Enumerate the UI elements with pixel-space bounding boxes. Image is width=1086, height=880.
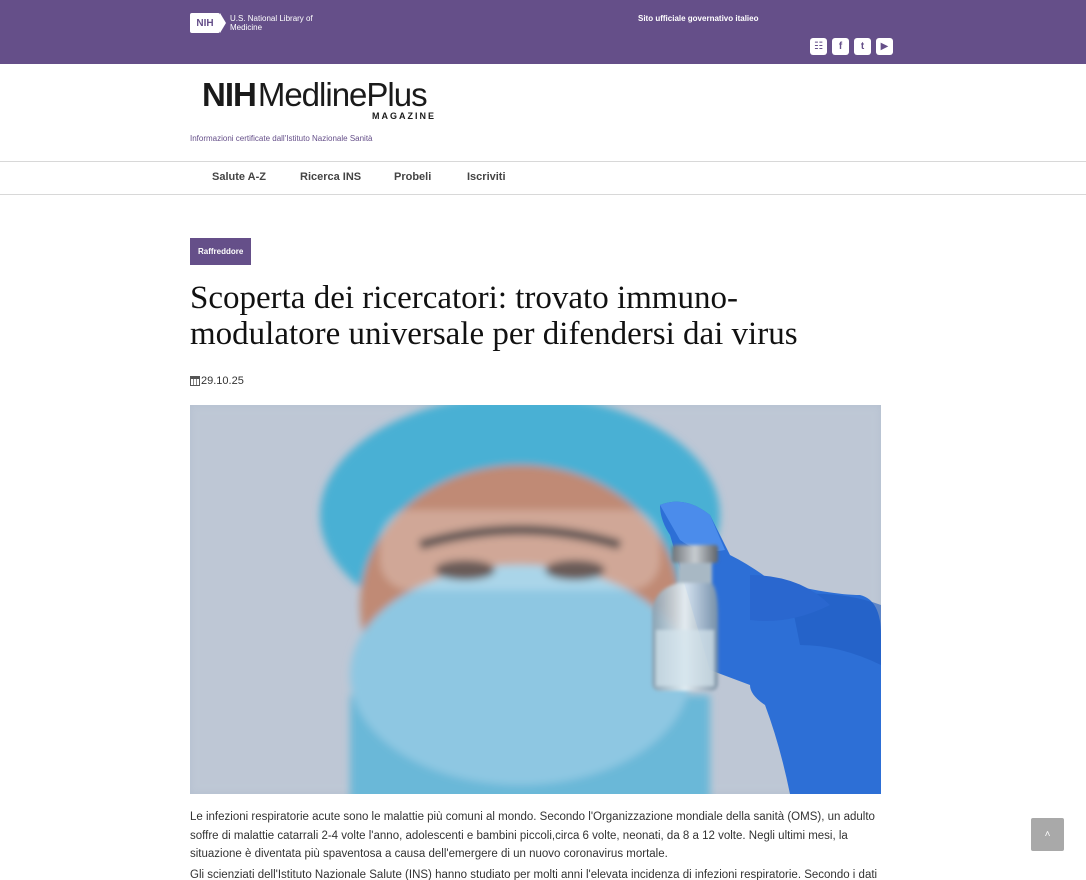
back-to-top-button[interactable] <box>1031 818 1064 851</box>
brand-medlineplus: MedlinePlus <box>257 76 427 113</box>
date-text: 29.10.25 <box>201 375 244 387</box>
tagline: Informazioni certificate dall'Istituto Nazionale Sanità <box>190 134 373 143</box>
scientist-vial-illustration <box>190 405 881 794</box>
masthead <box>0 64 1086 162</box>
article-title: Scoperta dei ricercatori: trovato immuno-modulatore universale per difendersi dai virus <box>190 280 798 352</box>
nav-item-iscriviti[interactable]: Iscriviti <box>467 171 506 183</box>
article-date <box>190 375 244 387</box>
nlm-text: U.S. National Library of Medicine <box>230 14 313 32</box>
twitter-icon[interactable]: t <box>854 38 871 55</box>
main-nav <box>0 162 1086 195</box>
brand-magazine: MAGAZINE <box>372 111 436 121</box>
article-paragraph-1: Le infezioni respiratorie acute sono le malattie più comuni al mondo. Secondo l'Organizzazione mondiale della sanità (OMS), un adulto soffre di malattie catarrali 2-4 volte l'anno, adolescenti e bambini piccoli,circa 6 volte, neonati, da 8 a 12 volte. Negli ultimi mesi, la situazione è diventata più spaventosa a causa dell'emergere di un nuovo coronavirus mortale. <box>190 811 875 860</box>
calendar-icon <box>190 376 200 386</box>
official-site-text: Sito ufficiale governativo italieo <box>638 14 759 23</box>
rss-icon[interactable]: ☷ <box>810 38 827 55</box>
youtube-icon[interactable]: ▶ <box>876 38 893 55</box>
nlm-mark: NIH <box>190 13 220 33</box>
nav-item-probeli[interactable]: Probeli <box>394 171 432 183</box>
top-bar <box>0 0 1086 64</box>
social-links <box>810 38 893 55</box>
nav-item-ricerca[interactable]: Ricerca INS <box>300 171 362 183</box>
brand-nih: NIH <box>202 76 256 113</box>
category-badge[interactable]: Raffreddore <box>190 238 251 265</box>
nav-item-salute[interactable]: Salute A-Z <box>212 171 266 183</box>
chevron-up-icon: ˄ <box>1044 829 1051 840</box>
hero-image <box>190 405 881 794</box>
facebook-icon[interactable]: f <box>832 38 849 55</box>
nlm-logo[interactable] <box>190 13 320 33</box>
medlineplus-logo[interactable] <box>202 76 436 121</box>
article-paragraph-2: Gli scienziati dell'Istituto Nazionale Salute (INS) hanno studiato per molti anni l'elevata incidenza di infezioni respiratorie. Secondo i dati <box>190 869 878 880</box>
